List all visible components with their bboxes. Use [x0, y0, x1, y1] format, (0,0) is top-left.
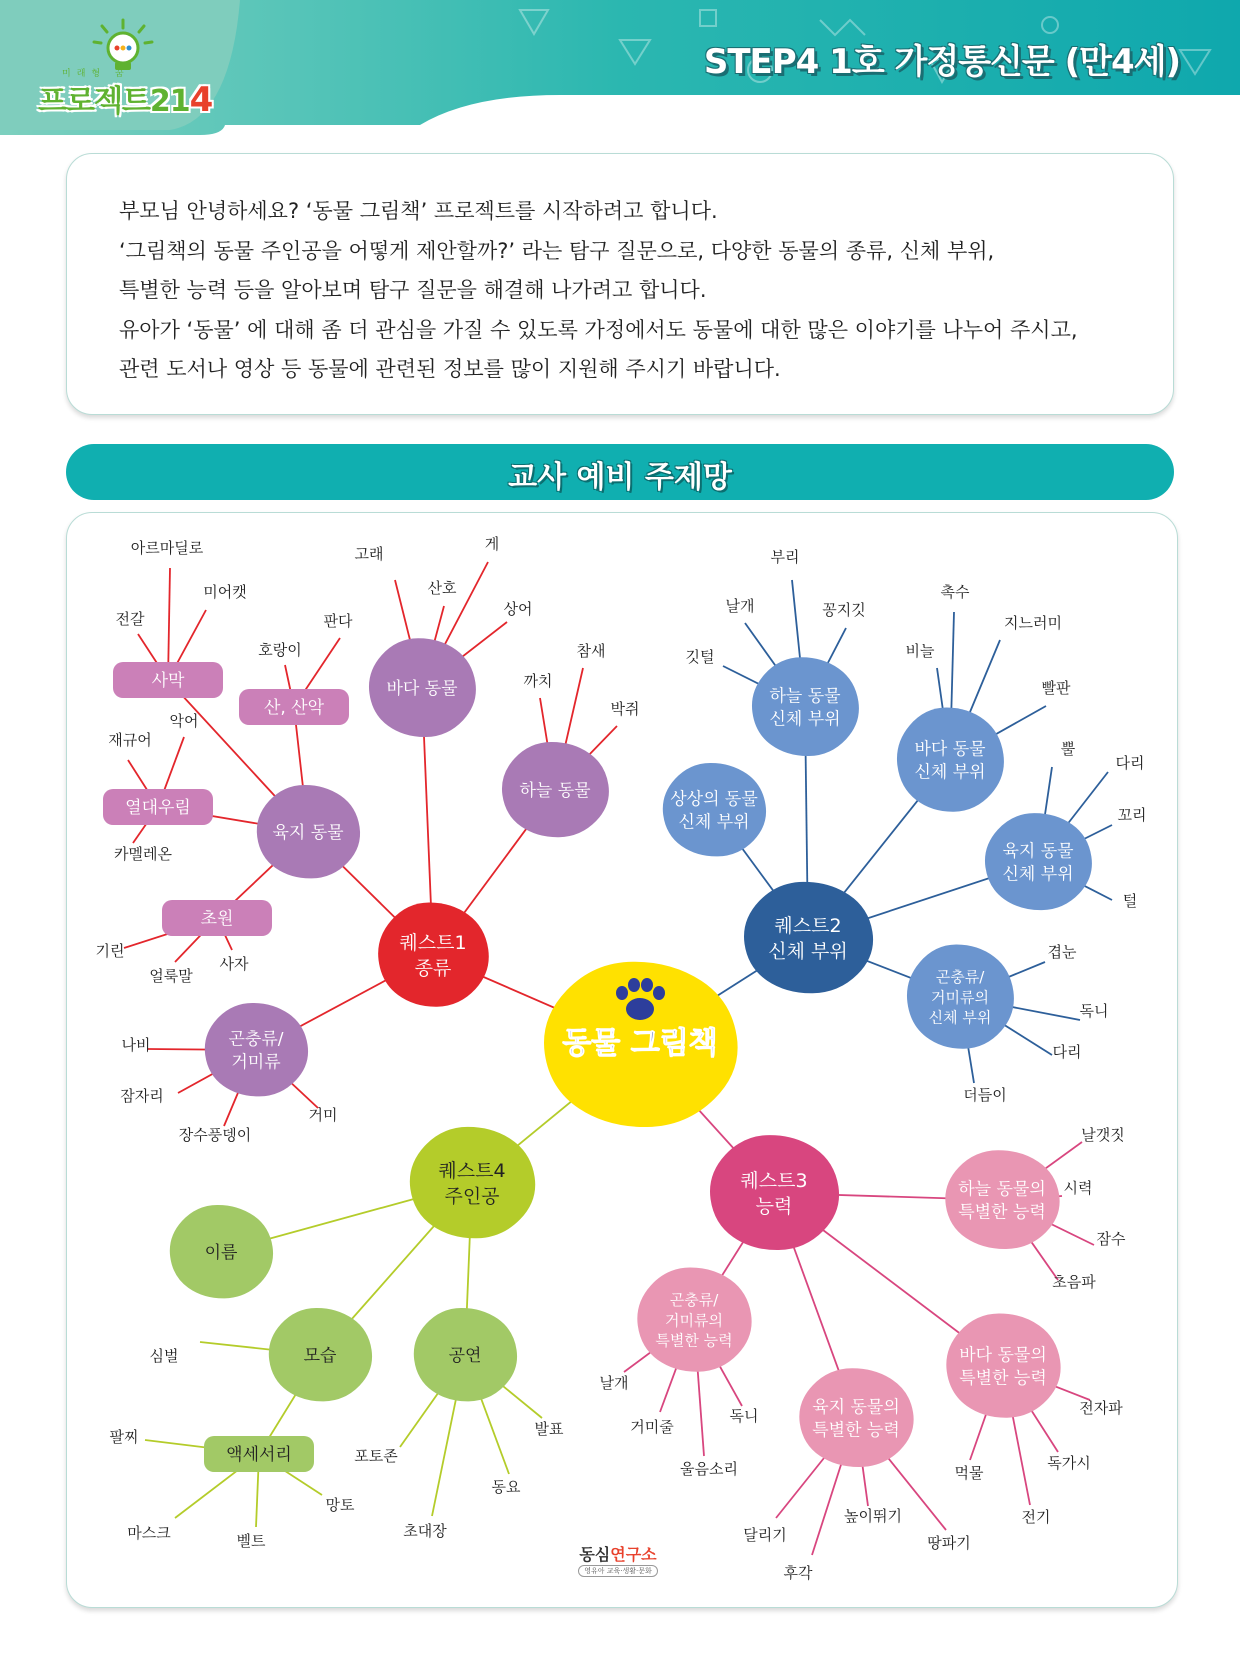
leaf-label: 팔찌: [109, 1428, 139, 1446]
leaf-label: 빨판: [1041, 679, 1071, 697]
leaf-label: 상어: [503, 600, 533, 618]
node-label: 초원: [200, 908, 234, 929]
node-shape: [378, 903, 489, 1007]
node-insectbody: [907, 945, 1014, 1049]
node-label: 공연: [448, 1345, 482, 1366]
node-grass: [162, 900, 272, 936]
node-insect: [205, 1003, 308, 1096]
leaf-label: 깃털: [685, 648, 715, 666]
leaf-label: 재규어: [108, 731, 152, 749]
node-land: [257, 785, 360, 878]
center-topic-label: 동물 그림책: [562, 1026, 718, 1061]
node-desert: [113, 662, 223, 698]
node-jungle: [103, 789, 213, 825]
leaf-label: 날갯짓: [1081, 1126, 1125, 1144]
node-label: 하늘 동물: [519, 780, 591, 801]
node-label: 특별한 능력: [655, 1331, 733, 1350]
leaf-label: 뿔: [1060, 740, 1076, 758]
intro-line: 유아가 ‘동물’ 에 대해 좀 더 관심을 가질 수 있도록 가정에서도 동물에 대한 많은 이야기를 나누어 주시고,: [119, 317, 1078, 342]
node-label: 퀘스트3: [740, 1169, 808, 1192]
node-imagbody: [663, 763, 766, 856]
node-label: 신체 부위: [928, 1008, 992, 1027]
node-q4: [410, 1127, 535, 1238]
leaf-label: 더듬이: [963, 1086, 1007, 1104]
leaf-label: 마스크: [127, 1524, 171, 1542]
node-label: 육지 동물: [1002, 841, 1074, 862]
leaf-label: 달리기: [743, 1526, 787, 1544]
leaf-label: 다리: [1052, 1043, 1082, 1061]
leaf-label: 전자파: [1079, 1399, 1123, 1417]
node-label: 하늘 동물: [769, 686, 841, 707]
footer-logo: [578, 1542, 658, 1578]
leaf-label: 거미줄: [630, 1418, 674, 1436]
leaf-label: 호랑이: [258, 641, 302, 659]
node-label: 육지 동물의: [812, 1397, 900, 1418]
node-q3: [710, 1135, 839, 1250]
intro-line: 관련 도서나 영상 등 동물에 관련된 정보를 많이 지원해 주시기 바랍니다.: [119, 357, 781, 381]
node-landab: [799, 1368, 913, 1467]
node-q2: [744, 882, 873, 993]
leaf-label: 장수풍뎅이: [178, 1126, 252, 1144]
node-label: 거미류: [231, 1052, 281, 1073]
node-label: 특별한 능력: [812, 1420, 900, 1441]
logo-subtitle: 미래형 꿈: [62, 69, 130, 79]
leaf-label: 아르마딜로: [130, 539, 204, 557]
intro-line: ‘그림책의 동물 주인공을 어떻게 제안할까?’ 라는 탐구 질문으로, 다양한 동물의 종류, 신체 부위,: [119, 238, 995, 263]
page-title: STEP4 1호 가정통신문 (만4세): [703, 42, 1180, 82]
node-label: 신체 부위: [768, 940, 848, 963]
node-label: 상상의 동물: [670, 789, 758, 810]
leaf-label: 독가시: [1047, 1454, 1091, 1472]
node-shape: [897, 708, 1004, 812]
node-label: 이름: [204, 1242, 238, 1263]
node-label: 신체 부위: [914, 762, 986, 783]
node-skyab: [945, 1150, 1059, 1249]
footer-logo-main: [578, 1542, 658, 1565]
leaf-label: 먹물: [954, 1464, 984, 1482]
section-title: 교사 예비 주제망: [508, 460, 732, 495]
node-shape: [205, 1003, 308, 1096]
node-insectab: [637, 1268, 751, 1372]
leaf-label: 잠수: [1096, 1230, 1126, 1248]
footer-logo-highlight: 연구소: [610, 1545, 657, 1564]
node-skybody: [752, 657, 859, 756]
node-shape: [946, 1314, 1060, 1418]
node-show: [414, 1308, 517, 1401]
leaf-label: 울음소리: [680, 1460, 738, 1478]
leaf-label: 게: [484, 535, 500, 553]
leaf-label: 다리: [1115, 754, 1145, 772]
paw-toe: [641, 978, 653, 992]
node-label: 산, 산악: [263, 697, 325, 718]
node-look: [269, 1308, 372, 1401]
paw-toe: [653, 986, 665, 1000]
leaf-label: 지느러미: [1004, 614, 1062, 632]
node-label: 능력: [755, 1195, 793, 1218]
leaf-label: 벨트: [236, 1532, 266, 1550]
node-label: 거미류의: [931, 988, 989, 1007]
leaf-label: 잠자리: [120, 1087, 164, 1105]
leaf-label: 산호: [427, 579, 457, 597]
leaf-label: 전기: [1021, 1508, 1051, 1526]
intro-line: 특별한 능력 등을 알아보며 탐구 질문을 해결해 나가려고 합니다.: [119, 278, 707, 302]
node-label: 육지 동물: [272, 822, 344, 843]
leaf-label: 얼룩말: [149, 967, 193, 985]
leaf-label: 촉수: [940, 583, 970, 601]
node-label: 모습: [303, 1345, 337, 1366]
node-shape: [752, 657, 859, 756]
leaf-label: 꽁지깃: [822, 601, 866, 619]
intro-line: 부모님 안녕하세요? ‘동물 그림책’ 프로젝트를 시작하려고 합니다.: [119, 199, 718, 223]
leaf-label: 날개: [599, 1374, 629, 1392]
paw-toe: [616, 986, 628, 1000]
leaf-label: 포토존: [354, 1447, 398, 1465]
node-label: 신체 부위: [769, 709, 841, 730]
leaf-label: 기린: [95, 942, 125, 960]
node-label: 특별한 능력: [958, 1202, 1046, 1223]
node-seaab: [946, 1314, 1060, 1418]
leaf-label: 후각: [783, 1564, 813, 1582]
node-shape: [410, 1127, 535, 1238]
center-topic: [544, 962, 738, 1127]
leaf-label: 땅파기: [927, 1534, 971, 1552]
node-label: 열대우림: [125, 797, 191, 818]
node-sea: [369, 638, 476, 737]
leaf-label: 초음파: [1052, 1273, 1096, 1291]
leaf-label: 망토: [325, 1496, 355, 1514]
node-seabody: [897, 708, 1004, 812]
leaf-label: 초대장: [403, 1522, 447, 1540]
paw-toe: [628, 978, 640, 992]
leaf-label: 악어: [169, 712, 199, 730]
node-label: 거미류의: [665, 1311, 723, 1330]
node-label: 퀘스트2: [774, 914, 842, 937]
node-shape: [945, 1150, 1059, 1249]
node-label: 특별한 능력: [959, 1368, 1047, 1389]
node-label: 바다 동물: [386, 678, 458, 699]
leaf-label: 카멜레온: [114, 845, 172, 863]
leaf-label: 참새: [576, 642, 606, 660]
leaf-label: 비늘: [905, 642, 935, 660]
node-shape: [710, 1135, 839, 1250]
node-label: 퀘스트4: [438, 1159, 506, 1182]
leaf-label: 박쥐: [610, 700, 640, 718]
leaf-label: 털: [1122, 892, 1138, 910]
node-sky: [502, 742, 609, 837]
leaf-label: 판다: [323, 612, 353, 630]
leaf-label: 시력: [1063, 1179, 1093, 1197]
footer-logo-sub: 영유아 교육·생활·문화: [578, 1565, 658, 1577]
node-label: 신체 부위: [678, 812, 750, 833]
footer-logo-prefix: 동심: [579, 1545, 611, 1564]
node-label: 하늘 동물의: [958, 1179, 1046, 1200]
leaf-label: 날개: [725, 597, 755, 615]
node-label: 액세서리: [226, 1444, 292, 1465]
paw-pad: [626, 998, 654, 1020]
leaf-label: 높이뛰기: [844, 1507, 902, 1525]
leaf-label: 미어캣: [203, 583, 247, 601]
node-label: 곤충류/: [935, 968, 985, 986]
node-label: 종류: [414, 957, 452, 980]
node-acc: [204, 1436, 314, 1472]
leaf-label: 거미: [308, 1106, 338, 1124]
node-name: [170, 1205, 273, 1298]
logo-number: 4: [189, 80, 213, 120]
node-shape: [985, 813, 1092, 910]
node-label: 신체 부위: [1002, 864, 1074, 885]
node-label: 곤충류/: [228, 1029, 284, 1050]
leaf-label: 심벌: [149, 1347, 179, 1365]
node-label: 곤충류/: [669, 1291, 719, 1309]
node-label: 퀘스트1: [399, 931, 467, 954]
node-label: 바다 동물: [914, 739, 986, 760]
leaf-label: 독니: [729, 1407, 759, 1425]
leaf-label: 부리: [770, 548, 800, 566]
node-label: 주인공: [444, 1185, 500, 1208]
node-mountain: [239, 689, 349, 725]
node-shape: [663, 763, 766, 856]
leaf-label: 독니: [1079, 1002, 1109, 1020]
leaf-label: 사자: [219, 955, 249, 973]
node-q1: [378, 903, 489, 1007]
leaf-label: 발표: [534, 1420, 564, 1438]
logo-word: 프로젝트21: [38, 84, 190, 119]
node-landbody: [985, 813, 1092, 910]
leaf-label: 고래: [354, 545, 384, 563]
leaf-label: 까치: [523, 672, 553, 690]
leaf-label: 전갈: [115, 610, 145, 628]
leaf-label: 겹눈: [1047, 943, 1077, 961]
node-shape: [799, 1368, 913, 1467]
node-label: 사막: [151, 670, 185, 691]
node-label: 바다 동물의: [959, 1345, 1047, 1366]
leaf-label: 동요: [491, 1478, 521, 1496]
leaf-label: 꼬리: [1117, 806, 1147, 824]
leaf-label: 나비: [121, 1036, 151, 1054]
node-shape: [744, 882, 873, 993]
